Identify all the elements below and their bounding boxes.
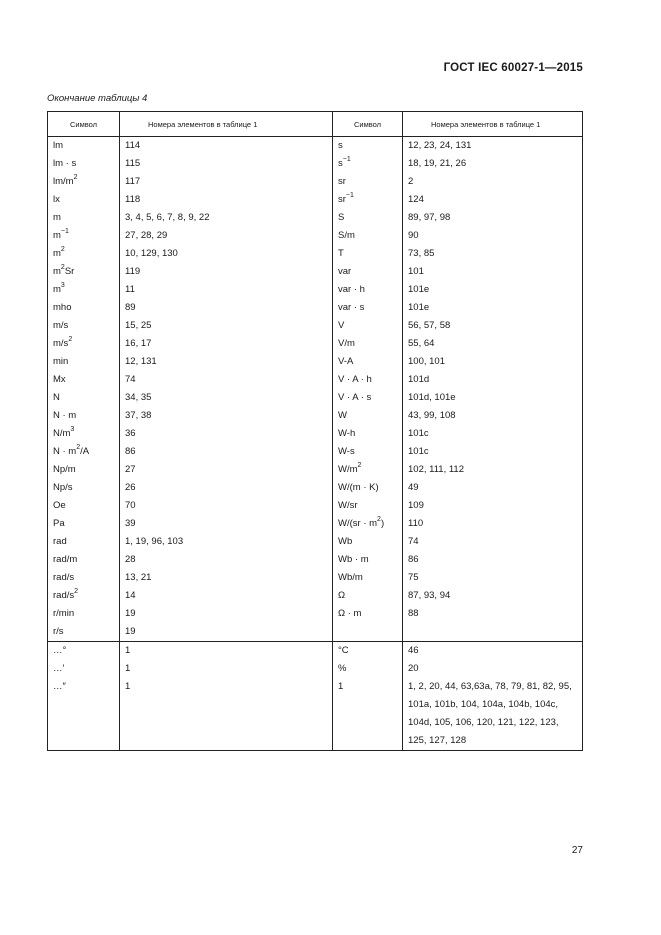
symbol-cell: $m^2$ (48, 245, 120, 263)
items-cell-2: 55, 64 (408, 338, 435, 349)
symbol-cell: …″ (48, 678, 120, 751)
symbol-cell-2: T (333, 245, 403, 263)
symbol-cell-2: V (333, 317, 403, 335)
items-cell: 14 (125, 590, 136, 601)
symbol-cell: lm · s (48, 155, 120, 173)
items-cell: 3, 4, 5, 6, 7, 8, 9, 22 (125, 212, 210, 223)
document-header: ГОСТ IEC 60027-1—2015 (443, 62, 583, 74)
table-row (48, 461, 583, 479)
symbol-cell: lm (48, 137, 120, 156)
items-cell-2: 86 (408, 554, 419, 565)
symbol-cell: r/s (48, 623, 120, 642)
symbol-cell-2: W/sr (333, 497, 403, 515)
items-cell-2: 74 (408, 536, 419, 547)
symbol-cell-2: % (333, 660, 403, 678)
table-row (48, 335, 583, 353)
items-cell-2: 101c (408, 428, 429, 439)
items-cell-2: 90 (408, 230, 419, 241)
symbol-cell-2: Wb/m (333, 569, 403, 587)
symbol-cell: $N \cdot m^2/A$ (48, 443, 120, 461)
table-row (48, 569, 583, 587)
symbol-cell-2: var · h (333, 281, 403, 299)
symbol-cell-2: $W/m^2$ (333, 461, 403, 479)
table-row (48, 227, 583, 245)
items-cell: 13, 21 (125, 572, 152, 583)
symbol-cell-2: $s^{-1}$ (333, 155, 403, 173)
symbol-cell: $m/s^2$ (48, 335, 120, 353)
items-cell: 11 (125, 284, 135, 295)
items-cell: 26 (125, 482, 136, 493)
items-cell-2: 12, 23, 24, 131 (408, 140, 472, 151)
items-cell-2: 75 (408, 572, 419, 583)
items-cell-2: 102, 111, 112 (408, 464, 464, 475)
items-cell: 74 (125, 374, 136, 385)
symbol-cell-2: W-h (333, 425, 403, 443)
table-row (48, 209, 583, 227)
items-cell-2: 87, 93, 94 (408, 590, 451, 601)
symbol-cell: Np/m (48, 461, 120, 479)
symbol-cell-2: V-A (333, 353, 403, 371)
symbol-cell: m/s (48, 317, 120, 335)
items-cell: 27, 28, 29 (125, 230, 168, 241)
symbol-cell: $lm/m^2$ (48, 173, 120, 191)
symbol-cell-2: V/m (333, 335, 403, 353)
page-number: 27 (571, 845, 583, 856)
table-row (48, 263, 583, 281)
table-row (48, 678, 583, 751)
symbol-cell-2: $W/(sr \cdot m^2)$ (333, 515, 403, 533)
items-cell-2: 88 (408, 608, 419, 619)
symbol-cell-2: V · A · s (333, 389, 403, 407)
symbol-cell: rad/$s^2$ (48, 587, 120, 605)
items-cell: 114 (125, 140, 141, 151)
items-cell-2: 2 (408, 176, 414, 187)
table-row (48, 443, 583, 461)
symbol-cell-2: $sr^{-1}$ (333, 191, 403, 209)
items-cell-2: 20 (408, 663, 419, 674)
table-row (48, 371, 583, 389)
table-row (48, 660, 583, 678)
symbol-cell-2: sr (333, 173, 403, 191)
symbol-cell: Mx (48, 371, 120, 389)
symbol-cell-2: S (333, 209, 403, 227)
symbol-cell: r/min (48, 605, 120, 623)
table-row (48, 479, 583, 497)
items-cell-2: 43, 99, 108 (408, 410, 456, 421)
symbol-cell: m (48, 209, 120, 227)
items-cell: 19 (125, 626, 136, 637)
symbol-cell: lx (48, 191, 120, 209)
table-row (48, 155, 583, 173)
symbol-cell-2: Wb · m (333, 551, 403, 569)
items-cell-2: 101c (408, 446, 429, 457)
symbol-cell: N (48, 389, 120, 407)
table-row (48, 173, 583, 191)
items-cell: 28 (125, 554, 136, 565)
col-header-symbol-2: Символ (333, 112, 403, 137)
items-cell-2: 101e (408, 302, 430, 313)
symbol-cell-2: 1 (333, 678, 403, 751)
items-cell-2: 101d, 101e (408, 392, 456, 403)
symbol-cell-2 (333, 623, 403, 642)
items-cell: 89 (125, 302, 136, 313)
col-header-items-2: Номера элементов в таблице 1 (403, 112, 583, 137)
symbol-cell: $m^{-1}$ (48, 227, 120, 245)
table-row (48, 497, 583, 515)
symbol-cell-2: s (333, 137, 403, 156)
items-cell: 119 (125, 266, 141, 277)
items-cell: 115 (125, 158, 141, 169)
col-header-symbol: Символ (48, 112, 120, 137)
items-cell: 15, 25 (125, 320, 152, 331)
table-row (48, 281, 583, 299)
table-row (48, 533, 583, 551)
items-cell-2: 89, 97, 98 (408, 212, 451, 223)
symbol-cell-2: var (333, 263, 403, 281)
table-row (48, 353, 583, 371)
items-cell-2: 46 (403, 642, 583, 661)
table-row (48, 317, 583, 335)
items-cell-2: 56, 57, 58 (408, 320, 451, 331)
table-row (48, 191, 583, 209)
symbol-cell: mho (48, 299, 120, 317)
items-cell-2: 73, 85 (408, 248, 435, 259)
items-cell-2: 101e (408, 284, 430, 295)
symbol-cell: …° (48, 642, 120, 661)
symbol-cell: rad (48, 533, 120, 551)
items-cell-2: 1, 2, 20, 44, 63,63a, 78, 79, 81, 82, 95, 101a, 101b, 104, 104a, 104b, 104c, 104d, 105, 106, 120, 121, 122, 123, 125, 127, 128 (408, 681, 572, 746)
items-cell-2: 101 (408, 266, 424, 277)
col-header-items: Номера элементов в таблице 1 (120, 112, 333, 137)
symbol-cell-2: S/m (333, 227, 403, 245)
table-header-row (48, 112, 583, 137)
table-row (48, 515, 583, 533)
table-row (48, 642, 583, 661)
symbol-cell: N · m (48, 407, 120, 425)
items-cell: 37, 38 (125, 410, 152, 421)
symbol-cell: $m^3$ (48, 281, 120, 299)
items-cell-2: 110 (408, 518, 424, 529)
table-row (48, 587, 583, 605)
symbol-cell: $N/m^3$ (48, 425, 120, 443)
items-cell: 36 (125, 428, 136, 439)
symbol-cell-2: W-s (333, 443, 403, 461)
symbol-cell: $m^2Sr$ (48, 263, 120, 281)
items-cell-2: 124 (408, 194, 424, 205)
items-cell: 12, 131 (125, 356, 157, 367)
table-row (48, 425, 583, 443)
items-cell: 1 (125, 663, 131, 674)
items-cell: 27 (125, 464, 136, 475)
table-caption: Окончание таблицы 4 (47, 93, 148, 104)
table-row (48, 389, 583, 407)
items-cell: 70 (125, 500, 136, 511)
symbol-cell-2: W/(m · K) (333, 479, 403, 497)
items-cell: 19 (125, 608, 136, 619)
symbol-cell: min (48, 353, 120, 371)
table-row (48, 551, 583, 569)
items-cell: 39 (125, 518, 136, 529)
symbol-cell-2: Ω · m (333, 605, 403, 623)
symbol-cell: …′ (48, 660, 120, 678)
items-cell-2 (403, 623, 583, 642)
items-cell-2: 101d (408, 374, 430, 385)
table-row (48, 407, 583, 425)
symbol-cell-2: °C (333, 642, 403, 661)
items-cell-2: 100, 101 (408, 356, 445, 367)
items-cell: 1, 19, 96, 103 (125, 536, 184, 547)
symbol-cell: Np/s (48, 479, 120, 497)
items-cell: 118 (125, 194, 141, 205)
symbol-cell-2: Wb (333, 533, 403, 551)
symbol-cell: rad/s (48, 569, 120, 587)
symbol-cell: Pa (48, 515, 120, 533)
table-row (48, 299, 583, 317)
table-row (48, 605, 583, 623)
items-cell-2: 109 (408, 500, 424, 511)
symbol-table (47, 111, 583, 751)
table-row (48, 623, 583, 642)
items-cell-2: 49 (408, 482, 419, 493)
symbol-cell-2: Ω (333, 587, 403, 605)
symbol-cell-2: V · A · h (333, 371, 403, 389)
items-cell-2: 18, 19, 21, 26 (408, 158, 467, 169)
items-cell: 86 (125, 446, 136, 457)
symbol-cell-2: var · s (333, 299, 403, 317)
items-cell: 34, 35 (125, 392, 152, 403)
table-row (48, 137, 583, 156)
table-row (48, 245, 583, 263)
items-cell: 10, 129, 130 (125, 248, 178, 259)
symbol-cell-2: W (333, 407, 403, 425)
items-cell: 1 (125, 681, 131, 692)
items-cell: 117 (125, 176, 141, 187)
items-cell: 1 (120, 642, 333, 661)
symbol-cell: rad/m (48, 551, 120, 569)
symbol-cell: Oe (48, 497, 120, 515)
items-cell: 16, 17 (125, 338, 152, 349)
